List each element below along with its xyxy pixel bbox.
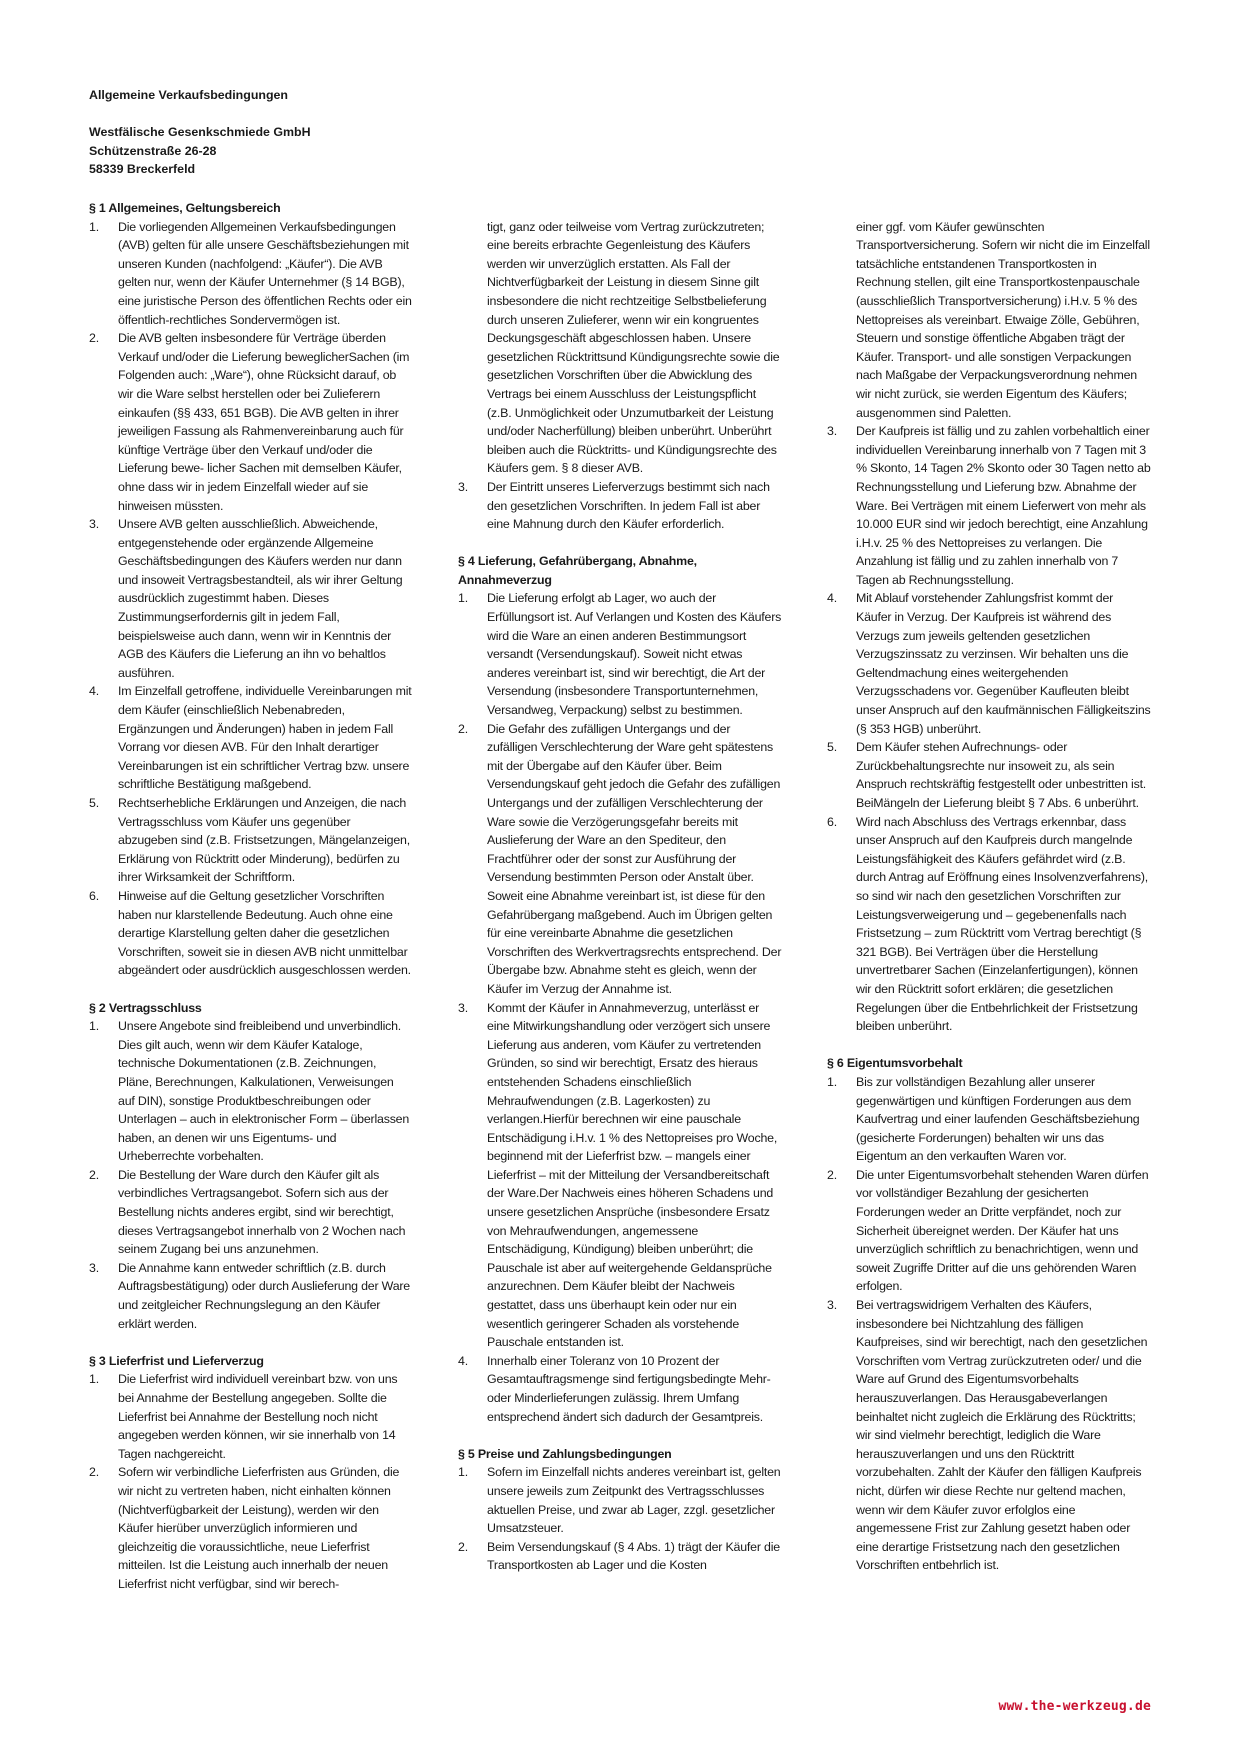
company-city: 58339 Breckerfeld: [89, 162, 196, 177]
list-item: [89, 682, 413, 794]
section-1: [89, 199, 413, 980]
item-number: 6.: [827, 814, 837, 829]
item-number: 1.: [89, 1019, 99, 1034]
list-item: [458, 478, 782, 534]
item-text: Unsere AVB gelten ausschließlich. Abweichende, entgegenstehende oder ergänzende Allgemeine Geschäftsbedingungen des Käufers werden nur dann und insoweit Vertragsbestandteil, als wir ihrer Geltung ausdrücklich zugestimmt haben. Dieses Zustimmungserfordernis gilt in jedem Fall, beispielsweise auch dann, wenn wir in Kenntnis der AGB des Käufers die Lieferung an ihn vo behaltlos ausführen.: [118, 517, 403, 680]
item-number: 4.: [458, 1353, 468, 1368]
list-item: [827, 1073, 1151, 1166]
item-continuation-text: tigt, ganz oder teilweise vom Vertrag zurückzutreten; eine bereits erbrachte Gegenleistung des Käufers werden wir unverzüglich erstatten. Als Fall der Nichtverfügbarkeit der Leistung in diesem Sinne gilt insbesondere die nicht rechtzeitige Selbstbelieferung durch unseren Zulieferer, wenn wir ein kongruentes Deckungsgeschäft abgeschlossen haben. Unsere gesetzlichen Rücktrittsund Kündigungsrechte sowie die gesetzlichen Vorschriften über die Abwicklung des Vertrags bei einem Ausschluss der Leistungspflicht (z.B. Unmöglichkeit oder Unzumutbarkeit der Leistung und/oder Nacherfüllung) bleiben unberührt. Unberührt bleiben auch die Rücktritts- und Kündigungsrechte des Käufers gem. § 8 dieser AVB.: [487, 219, 780, 476]
list-item: [458, 1538, 782, 1575]
list-item: [89, 329, 413, 515]
list-item: [89, 1166, 413, 1259]
list-item: [89, 218, 413, 330]
column-3: [827, 218, 1151, 1613]
section-title: § 4 Lieferung, Gefahrübergang, Abnahme, Annahmeverzug: [458, 554, 697, 587]
company-street: Schützenstraße 26-28: [89, 143, 217, 158]
section-5-continued: [827, 218, 1151, 1036]
list-item: [89, 1463, 413, 1593]
section-5: [458, 1445, 782, 1575]
item-number: 3.: [458, 479, 468, 494]
item-text: Beim Versendungskauf (§ 4 Abs. 1) trägt der Käufer die Transportkosten ab Lager und die Kosten: [487, 1539, 780, 1573]
item-text: Bei vertragswidrigem Verhalten des Käufers, insbesondere bei Nichtzahlung des fälligen Kaufpreises, sind wir berechtigt, nach den gesetzlichen Vorschriften vom Vertrag zurückzutreten oder/ und die Ware auf Grund des Eigentumsvorbehalts herauszuverlangen. Das Herausgabeverlangen beinhaltet nicht zugleich die Erklärung des Rücktritts; wir sind vielmehr berechtigt, lediglich die Ware herauszuverlangen und uns den Rücktritt vorzubehalten. Zahlt der Käufer den fälligen Kaufpreis nicht, dürfen wir diese Rechte nur geltend machen, wenn wir dem Käufer zuvor erfolglos eine angemessene Frist zur Zahlung gesetzt haben oder eine derartige Fristsetzung nach den gesetzlichen Vorschriften entbehrlich ist.: [856, 1298, 1148, 1573]
list-item: [89, 794, 413, 887]
section-3: [89, 1352, 413, 1594]
item-text: Die Lieferfrist wird individuell vereinbart bzw. von uns bei Annahme der Bestellung angegeben. Sollte die Lieferfrist bei Annahme der Bestellung noch nicht angegeben werden können, wir sie innerhalb von 14 Tagen nachgereicht.: [118, 1372, 398, 1461]
item-text: Unsere Angebote sind freibleibend und unverbindlich. Dies gilt auch, wenn wir dem Käufer Kataloge, technische Dokumentationen (z.B. Zeichnungen, Pläne, Berechnungen, Kalkulationen, Verweisungen auf DIN), sonstige Produktbeschreibungen oder Unterlagen – auch in elektronischer Form – überlassen haben, an denen wir uns Eigentums- und Urheberrechte vorbehalten.: [118, 1019, 410, 1164]
item-text: Wird nach Abschluss des Vertrags erkennbar, dass unser Anspruch auf den Kaufpreis durch mangelnde Leistungsfähigkeit des Käufers gefährdet wird (z.B. durch Antrag auf Eröffnung eines Insolvenzverfahrens), so sind wir nach den gesetzlichen Vorschriften zur Leistungsverweigerung und – gegebenenfalls nach Fristsetzung – zum Rücktritt vom Vertrag berechtigt (§ 321 BGB). Bei Verträgen über die Herstellung unvertretbarer Sachen (Einzelanfertigungen), können wir den Rücktritt sofort erklären; die gesetzlichen Regelungen über die Entbehrlichkeit der Fristsetzung bleiben unberührt.: [856, 814, 1149, 1034]
item-text: Hinweise auf die Geltung gesetzlicher Vorschriften haben nur klarstellende Bedeutung. Auch ohne eine derartige Klarstellung gelten daher die gesetzlichen Vorschriften, soweit sie in diesen AVB nicht unmittelbar abgeändert oder ausdrücklich ausgeschlossen werden.: [118, 888, 411, 978]
section-title: § 5 Preise und Zahlungsbedingungen: [458, 1446, 672, 1461]
section-title: § 3 Lieferfrist und Lieferverzug: [89, 1353, 264, 1368]
list-item: [827, 738, 1151, 812]
list-item: [827, 422, 1151, 589]
document-title: Allgemeine Verkaufsbedingungen: [89, 88, 288, 102]
item-number: 4.: [89, 684, 99, 699]
document-header: [89, 86, 689, 179]
list-item: [89, 1370, 413, 1463]
section-6: [827, 1054, 1151, 1575]
item-text: Kommt der Käufer in Annahmeverzug, unterlässt er eine Mitwirkungshandlung oder verzögert sich unsere Lieferung aus anderen, vom Käufer zu vertretenden Gründen, so sind wir berechtigt, Ersatz des hieraus entstehenden Schadens einschließlich Mehraufwendungen (z.B. Lagerkosten) zu verlangen.Hierfür berechnen wir eine pauschale Entschädigung i.H.v. 1 % des Nettopreises pro Woche, beginnend mit der Lieferfrist bzw. – mangels einer Lieferfrist – mit der Mitteilung der Versandbereitschaft der Ware.Der Nachweis eines höheren Schadens und unsere gesetzlichen Ansprüche (insbesondere Ersatz von Mehraufwendungen, angemessene Entschädigung, Kündigung) bleiben unberührt; die Pauschale ist aber auf weitergehende Geldansprüche anzurechnen. Dem Käufer bleibt der Nachweis gestattet, dass uns überhaupt kein oder nur ein wesentlich geringerer Schaden als vorstehende Pauschale entstanden ist.: [487, 1000, 778, 1350]
item-number: 3.: [827, 424, 837, 439]
item-number: 2.: [89, 1167, 99, 1182]
item-text: Die Bestellung der Ware durch den Käufer gilt als verbindliches Vertragsangebot. Sofern sich aus der Bestellung nichts anderes ergibt, sind wir berechtigt, dieses Vertragsangebot innerhalb von 2 Wochen nach seinem Zugang bei uns anzunehmen.: [118, 1167, 406, 1257]
list-item: [458, 999, 782, 1352]
item-text: Die Lieferung erfolgt ab Lager, wo auch der Erfüllungsort ist. Auf Verlangen und Kosten des Käufers wird die Ware an einen anderen Bestimmungsort versandt (Versendungskauf). Soweit nicht etwas anderes vereinbart ist, sind wir berechtigt, die Art der Versendung (insbesondere Transportunternehmen, Versandweg, Verpackung) selbst zu bestimmen.: [487, 591, 782, 718]
item-number: 1.: [89, 219, 99, 234]
list-item: [827, 589, 1151, 738]
item-number: 3.: [458, 1000, 468, 1015]
item-number: 1.: [458, 591, 468, 606]
item-text: Die AVB gelten insbesondere für Verträge überden Verkauf und/oder die Lieferung beweglicherSachen (im Folgenden auch: „Ware“), ohne Rücksicht darauf, ob wir die Ware selbst herstellen oder bei Zulieferern einkaufen (§§ 433, 651 BGB). Die AVB gelten in ihrer jeweiligen Fassung als Rahmenvereinbarung auch für künftige Verträge über den Verkauf und/oder die Lieferung bewe- licher Sachen mit demselben Käufer, ohne dass wir in jedem Einzelfall wieder auf sie hinweisen müssten.: [118, 331, 410, 513]
item-number: 4.: [827, 591, 837, 606]
item-text: Rechtserhebliche Erklärungen und Anzeigen, die nach Vertragsschluss vom Käufer uns gegenüber abzugeben sind (z.B. Fristsetzungen, Mängelanzeigen, Erklärung von Rücktritt oder Minderung), bedürfen zu ihrer Wirksamkeit der Schriftform.: [118, 796, 410, 885]
item-text: Innerhalb einer Toleranz von 10 Prozent der Gesamtauftragsmenge sind fertigungsbedingte Mehr- oder Minderlieferungen zulässig. Ihrem Umfang entsprechend ändert sich dadurch der Gesamtpreis.: [487, 1353, 771, 1424]
item-number: 2.: [458, 721, 468, 736]
list-item: [89, 1017, 413, 1166]
item-number: 5.: [827, 740, 837, 755]
item-number: 2.: [89, 331, 99, 346]
item-text: Mit Ablauf vorstehender Zahlungsfrist kommt der Käufer in Verzug. Der Kaufpreis ist während des Verzugs zum jeweils geltenden gesetzlichen Verzugszinssatz zu verzinsen. Wir behalten uns die Geltendmachung eines weitergehenden Verzugsschadens vor. Gegenüber Kaufleuten bleibt unser Anspruch auf den kaufmännischen Fälligkeitszins (§ 353 HGB) unberührt.: [856, 591, 1151, 736]
section-3-continued: [458, 218, 782, 534]
section-4: [458, 552, 782, 1426]
item-text: Die Gefahr des zufälligen Untergangs und der zufälligen Verschlechterung der Ware geht spätestens mit der Übergabe auf den Käufer über. Beim Versendungskauf geht jedoch die Gefahr des zufälligen Untergangs und der zufälligen Verschlechterung der Ware sowie die Verzögerungsgefahr bereits mit Auslieferung der Ware an den Spediteur, den Frachtführer oder der sonst zur Ausführung der Versendung bestimmten Person oder Anstalt über. Soweit eine Abnahme vereinbart ist, ist diese für den Gefahrübergang maßgebend. Auch im Übrigen gelten für eine vereinbarte Abnahme die gesetzlichen Vorschriften des Werkvertragsrechts entsprechend. Der Übergabe bzw. Abnahme steht es gleich, wenn der Käufer im Verzug der Annahme ist.: [487, 721, 782, 996]
list-item: [89, 1259, 413, 1333]
item-text: Sofern im Einzelfall nichts anderes vereinbart ist, gelten unsere jeweils zum Zeitpunkt des Vertragsschlusses aktuellen Preise, und zwar ab Lager, zzgl. gesetzlicher Umsatzsteuer.: [487, 1465, 781, 1536]
list-item: [827, 1166, 1151, 1296]
item-number: 3.: [827, 1298, 837, 1313]
column-2: [458, 218, 782, 1613]
item-number: 6.: [89, 888, 99, 903]
item-number: 2.: [89, 1465, 99, 1480]
item-number: 3.: [89, 1260, 99, 1275]
section-title: § 2 Vertragsschluss: [89, 1000, 202, 1015]
item-number: 3.: [89, 517, 99, 532]
item-text: Der Eintritt unseres Lieferverzugs bestimmt sich nach den gesetzlichen Vorschriften. In jedem Fall ist aber eine Mahnung durch den Käufer erforderlich.: [487, 479, 770, 532]
section-title: § 6 Eigentumsvorbehalt: [827, 1056, 963, 1071]
list-item: [89, 887, 413, 980]
item-text: Die Annahme kann entweder schriftlich (z.B. durch Auftragsbestätigung) oder durch Auslieferung der Ware und zeitgleicher Rechnungslegung an den Käufer erklärt werden.: [118, 1260, 410, 1331]
list-item: [458, 1352, 782, 1426]
list-item: [458, 1463, 782, 1537]
section-title: § 1 Allgemeines, Geltungsbereich: [89, 201, 281, 215]
company-name: Westfälische Gesenkschmiede GmbH: [89, 125, 311, 140]
list-item: [458, 589, 782, 719]
terms-columns: [89, 199, 1151, 1612]
list-item: [827, 813, 1151, 1036]
list-item: [827, 1296, 1151, 1575]
item-number: 2.: [458, 1539, 468, 1554]
item-number: 1.: [458, 1465, 468, 1480]
item-number: 5.: [89, 796, 99, 810]
section-2: [89, 999, 413, 1334]
item-text: Die unter Eigentumsvorbehalt stehenden Waren dürfen vor vollständiger Bezahlung der gesicherten Forderungen weder an Dritte verpfändet, noch zur Sicherheit übereignet werden. Der Käufer hat uns unverzüglich schriftlich zu benachrichtigen, wenn und soweit Zugriffe Dritter auf die uns gehörenden Waren erfolgen.: [856, 1167, 1149, 1294]
item-text: Bis zur vollständigen Bezahlung aller unserer gegenwärtigen und künftigen Forderungen aus dem Kaufvertrag und einer laufenden Geschäftsbeziehung (gesicherte Forderungen) behalten wir uns das Eigentum an den verkauften Waren vor.: [856, 1074, 1140, 1164]
item-text: Die vorliegenden Allgemeinen Verkaufsbedingungen (AVB) gelten für alle unsere Geschäftsbeziehungen mit unseren Kunden (nachfolgend: „Käufer“). Die AVB gelten nur, wenn der Käufer Unternehmer (§ 14 BGB), eine juristische Person des öffentlichen Rechts oder ein öffentlich-rechtliches Sondervermögen ist.: [118, 219, 412, 327]
list-item: [458, 720, 782, 999]
website-link[interactable]: www.the-werkzeug.de: [998, 1699, 1151, 1714]
item-continuation-text: einer ggf. vom Käufer gewünschten Transportversicherung. Sofern wir nicht die im Einzelfall tatsächliche entstandenen Transportkosten in Rechnung stellen, gilt eine Transportkostenpauschale (ausschließlich Transportversicherung) i.H.v. 5 % des Nettopreises als vereinbart. Etwaige Zölle, Gebühren, Steuern und sonstige öffentliche Abgaben trägt der Käufer. Transport- und alle sonstigen Verpackungen nach Maßgabe der Verpackungsverordnung nehmen wir nicht zurück, sie werden Eigentum des Käufers; ausgenommen sind Paletten.: [856, 219, 1150, 420]
item-text: Dem Käufer stehen Aufrechnungs- oder Zurückbehaltungsrechte nur insoweit zu, als sein Anspruch rechtskräftig festgestellt oder unbestritten ist. BeiMängeln der Lieferung bleibt § 7 Abs. 6 unberührt.: [856, 740, 1147, 810]
item-number: 2.: [827, 1167, 837, 1182]
item-number: 1.: [827, 1074, 837, 1089]
item-text: Der Kaufpreis ist fällig und zu zahlen vorbehaltlich einer individuellen Vereinbarung innerhalb von 7 Tagen mit 3 % Skonto, 14 Tagen 2% Skonto oder 30 Tagen netto ab Rechnungsstellung und Lieferung bzw. Abnahme der Ware. Bei Verträgen mit einem Lieferwert von mehr als 10.000 EUR sind wir jedoch berechtigt, eine Anzahlung i.H.v. 25 % des Nettopreises zu verlangen. Die Anzahlung ist fällig und zu zahlen innerhalb von 7 Tagen ab Rechnungsstellung.: [856, 424, 1151, 587]
item-number: 1.: [89, 1372, 99, 1387]
item-text: Im Einzelfall getroffene, individuelle Vereinbarungen mit dem Käufer (einschließlich Nebenabreden, Ergänzungen und Änderungen) haben in jedem Fall Vorrang vor diesen AVB. Für den Inhalt derartiger Vereinbarungen ist ein schriftlicher Vertrag bzw. unsere schriftliche Bestätigung maßgebend.: [118, 684, 412, 792]
item-text: Sofern wir verbindliche Lieferfristen aus Gründen, die wir nicht zu vertreten haben, nicht einhalten können (Nichtverfügbarkeit der Leistung), werden wir den Käufer hierüber unverzüglich informieren und gleichzeitig die voraussichtliche, neue Lieferfrist mitteilen. Ist die Leistung auch innerhalb der neuen Lieferfrist nicht verfügbar, sind wir berech-: [118, 1465, 400, 1591]
list-item: [89, 515, 413, 682]
column-1: [89, 199, 413, 1612]
